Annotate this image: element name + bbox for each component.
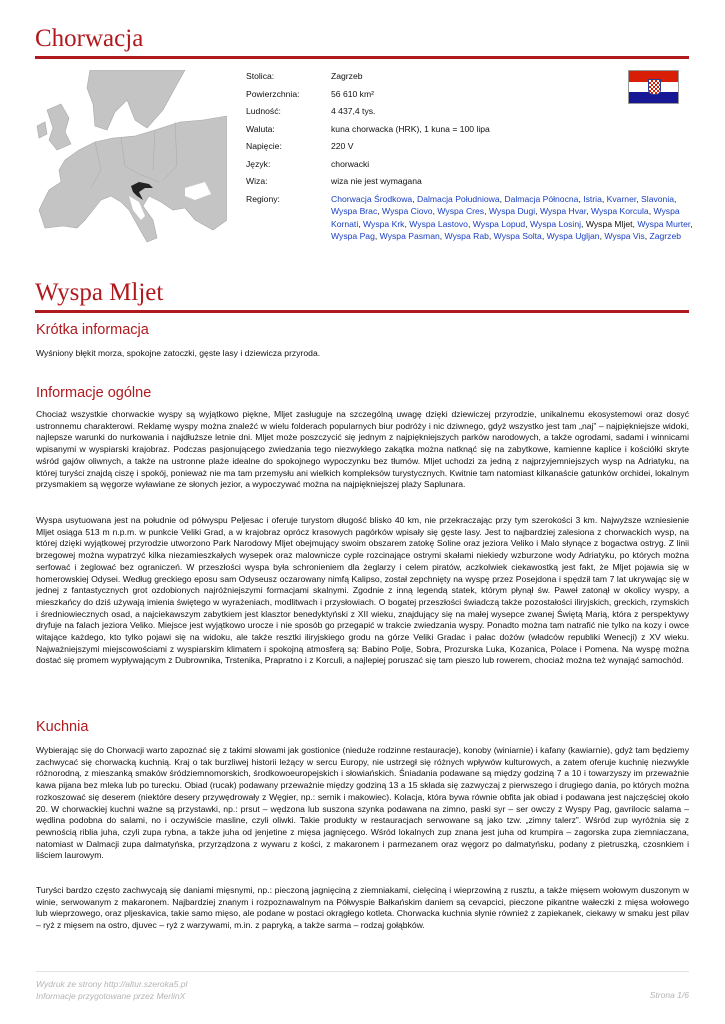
fact-row-regions — [246, 194, 696, 243]
short-info-heading: Krótka informacja — [36, 322, 149, 338]
region-link[interactable]: Wyspa Hvar — [539, 206, 587, 216]
fact-label: Waluta: — [246, 123, 275, 134]
fact-label: Regiony: — [246, 193, 280, 204]
fact-value: 56 610 km² — [331, 88, 374, 99]
region-link: Wyspa Mljet — [585, 218, 633, 229]
fact-value: Zagrzeb — [331, 71, 363, 81]
footer-divider — [36, 971, 689, 972]
fact-row-visa — [246, 176, 696, 194]
fact-value: 4 437,4 tys. — [331, 106, 376, 116]
fact-row-currency — [246, 124, 696, 142]
region-link[interactable]: Wyspa Dugi — [488, 206, 536, 216]
country-title: Chorwacja — [35, 25, 144, 52]
region-link[interactable]: Wyspa Lastovo — [409, 218, 468, 229]
fact-value: chorwacki — [331, 158, 370, 169]
region-link[interactable]: Wyspa Ugljan — [546, 231, 600, 241]
region-link[interactable]: Wyspa Vis — [604, 231, 645, 241]
region-link[interactable]: Wyspa Korcula — [590, 206, 649, 216]
destination-divider — [35, 310, 689, 313]
footer-source — [36, 978, 187, 1002]
region-link[interactable]: Kvarner — [606, 193, 637, 204]
region-link[interactable]: Slavonia — [641, 193, 675, 204]
region-link[interactable]: Wyspa Kornati — [331, 206, 680, 229]
cuisine-paragraph: Wybierając się do Chorwacji warto zapoznać się z takimi słowami jak gostionice (nieduże rodzinne restauracje), konoby (winiarnie) i kafany (kawiarnie), gdyż tam będziemy zachwycać się chorwacką kuchnią. Kraj o tak burzliwej historii leżący w sercu Europy, nie ustrzegł się różnych wpływów kulturowych, a zatem oferuje kuchnię niezwykle różnorodną, z mieszanką smaków śródziemnomorskich, środkowoeuropejskich i słowiańskich. Śniadania podawane są między godziną 7 a 10 i towarzyszy im przeważnie kawa pijana bez mleka lub po turecku. Obiad (rucak) podawany przeważnie między godziną 13 a 15 składa się zazwyczaj z pierwszego i drugiego dania, po których można rozkoszować się deserem (niektóre desery przywędrowały z Węgier, np.: sernik i makowiec). Kolacja, która bywa równie obfita jak obiad i podawana jest najczęściej około 20. W chorwackiej kuchni ważne są przystawki, np.: prsut – wędzona lub suszona szynka podawana na zimno, paski syr – ser owczy z Wyspy Pag, gavrilocic salama – wędlina podobna do salami, no i oczywiście masline, czyli oliwki. Takie produkty w restauracjach serwowane są jako tzw. „zimny talerz”. Wśród zup wyróżnia się z pewnością riblia juha, czyli zupa rybna, a także juha od jenjetine z mięsa jagnięcego. Wśród lokalnych zup znana jest juha od krumpira – zagorska zupa ziemniaczana, natomiast w Dalmacji zupa dalmatyńska, przyrządzona z wywaru z kości, z makaronem i parmezanem oraz węgorz po dalmatyńsku, podany z pietruszką, czosnkiem i liściem laurowym. — [36, 745, 689, 861]
region-link[interactable]: Wyspa Brac — [331, 206, 378, 216]
footer-page-number: Strona 1/6 — [649, 990, 689, 1000]
fact-row-voltage — [246, 141, 696, 159]
general-info-paragraph: Wyspa usytuowana jest na południe od półwyspu Peljesac i oferuje turystom długość blisko 40 km, nie przekraczając przy tym szerokości 3 km. Najwyższe wzniesienie Mljet osiąga 513 m n.p.m. w punkcie Veliki Grad, a w krajobraz oprócz krasowych pagórków wpisały się gęste lasy. Jest to najbardziej zalesiona z chorwackich wysp, na której dzięki wyjątkowej przyrodzie utworzono Park Narodowy Mljet obejmujący swoim obszarem zatokę Soline oraz jeziora Veliko i Malo słynące z bogactwa ostryg. Z linii brzegowej można wypatrzyć kilka niezamieszkałych wysepek oraz malownicze cyple rozcinające ostrymi skałami niekiedy wzburzone wody Adriatyku, po których można serfować i żeglować bez ograniczeń. W przeszłości wyspa była schronieniem dla żeglarzy i celem piratów, aczkolwiek ciekawostką jest fakt, że Mljet pojawia się w homerowskiej Odysei. Według greckiego eposu sam Odyseusz oczarowany nimfą Kalipso, został zepchnięty na wyspę przez Posejdona i spędził tam 7 lat ukrywając się w jednej z fantastycznych grot ozdobionych najróżniejszymi formacjami skalnymi. Zgodnie z inną legendą statek, którym płynął św. Paweł zatonął w okolicy wyspy, a mieszkańcy do dziś używają imienia świętego w wyrażeniach, modlitwach i przysłowiach. O bogatej przeszłości świadczą także pozostałości iliryjskich, greckich, rzymskich i średniowiecznych osad, a najciekawszym zabytkiem jest klasztor benedyktyński z XII wieku, znajdujący się na małej wysepce zwanej Świętą Marią, która z perspektywy dryfuje na falach jeziora Veliko. Miejsce jest wyjątkowo urocze i nie sposób go przegapić w trakcie zwiedzania wyspy. Ponadto można tam natrafić nie tylko na kozy i owce witające każdego, kto tylko pojawi się na widoku, ale także resztki iliryjskiego grodu na górze Veliki Gradac i pałac dożów (władców republiki Wenecji) z XV wieku. Najważniejszymi miejscowościami z wyspiarskim klimatem i spokojną atmosferą są: Babino Polje, Sobra, Prozurska Luka, Kozanica, Polace i Pomena. Na wyspę można dostać się promem wypływającym z Dubrownika, Trstenika, Prapratno i z Korculi, a najlepiej poruszać się tam pieszo lub rowerem, chociaż można też wynająć samochód. — [36, 515, 689, 666]
region-link[interactable]: Dalmacja Północna — [504, 193, 579, 204]
fact-label: Ludność: — [246, 106, 281, 116]
general-info-heading: Informacje ogólne — [36, 385, 152, 401]
croatia-flag-icon — [628, 70, 679, 104]
destination-title: Wyspa Mljet — [35, 279, 164, 306]
fact-label: Napięcie: — [246, 141, 282, 151]
title-divider — [35, 56, 689, 59]
region-link[interactable]: Wyspa Lopud — [472, 218, 526, 229]
fact-row-language — [246, 159, 696, 177]
region-link[interactable]: Wyspa Pag — [331, 231, 375, 241]
short-info-text: Wyśniony błękit morza, spokojne zatoczki, gęste lasy i dziewicza przyroda. — [36, 348, 321, 358]
region-link[interactable]: Wyspa Cres — [437, 206, 485, 216]
fact-value: kuna chorwacka (HRK), 1 kuna = 100 lipa — [331, 123, 490, 134]
regions-list: Chorwacja Środkowa, Dalmacja Południowa, Dalmacja Północna, Istria, Kvarner, Slavonia, Wyspa Brac, Wyspa Ciovo, Wyspa Cres, Wyspa Dugi, Wyspa Hvar, Wyspa Korcula, Wyspa Kornati, Wyspa Krk, Wyspa Lastovo, Wyspa Lopud, Wyspa Losinj, Wyspa Mljet, Wyspa Murter, Wyspa Pag, Wyspa Pasman, Wyspa Rab, Wyspa Solta, Wyspa Ugljan, Wyspa Vis, Zagrzeb — [331, 193, 693, 241]
region-link[interactable]: Wyspa Ciovo — [382, 206, 433, 216]
region-link[interactable]: Istria — [583, 193, 602, 204]
region-link[interactable]: Wyspa Murter — [637, 218, 691, 229]
footer-source-url: Wydruk ze strony http://altur.szeroka5.pl — [36, 979, 188, 989]
region-link[interactable]: Wyspa Rab — [444, 231, 489, 241]
fact-row-population — [246, 106, 696, 124]
region-link[interactable]: Wyspa Losinj — [530, 218, 582, 229]
fact-label: Stolica: — [246, 71, 275, 81]
region-link[interactable]: Wyspa Pasman — [379, 231, 440, 241]
region-link[interactable]: Dalmacja Południowa — [416, 193, 500, 204]
cuisine-heading: Kuchnia — [36, 719, 89, 735]
fact-value: 220 V — [331, 141, 354, 151]
fact-label: Język: — [246, 158, 271, 169]
fact-label: Powierzchnia: — [246, 88, 300, 99]
region-link[interactable]: Zagrzeb — [649, 231, 682, 241]
region-link[interactable]: Chorwacja Środkowa — [331, 193, 413, 204]
region-link[interactable]: Wyspa Solta — [493, 231, 542, 241]
fact-value: wiza nie jest wymagana — [331, 176, 422, 186]
europe-locator-map — [35, 70, 227, 262]
general-info-paragraph: Chociaż wszystkie chorwackie wyspy są wyjątkowo piękne, Mljet zasługuje na szczególną uwagę dzięki dziewiczej przyrodzie, unikalnemu ekosystemowi oraz dosyć ustronnemu charakterowi. Reklamę wyspy można znaleźć w wielu folderach popularnych biur podróży i nic dziwnego, gdyż wszystko jest tam „naj” – najpiękniejsze widoki, najlepsze warunki do nurkowania i najdłuższe letnie dni. Mljet może poszczycić się jednym z najpiękniejszych parków narodowych, a także ogrodami, sadami i winnicami wpisanymi w wyspiarski krajobraz. Podczas pasjonującego zwiedzania tego niezwykłego zakątka można natknąć się na zabytkowe, kamienne kaplice i kościółki skryte wśród gajów oliwnych, a także na ustronne plaże idealne do spokojnego wypoczynku bez tłumów. Mljet uchodzi za jedną z najprzyjemniejszych wysp na Adriatyku, na której turyści znajdą ciszę i spokój, ponieważ nie ma tam przemysłu ani wielkich kompleksów turystycznych. Kwitnie tam natomiast kilkanaście gatunków orchidei, lokalnym przysmakiem są węgorze wyławiane ze słonych jezior, a wypoczywać można na najpiękniejszej plaży Saplunara. — [36, 409, 689, 490]
fact-label: Wiza: — [246, 176, 268, 186]
cuisine-paragraph: Turyści bardzo często zachwycają się daniami mięsnymi, np.: pieczoną jagnięciną z ziemniakami, cielęciną i wieprzowiną z rusztu, a także mięsem wołowym duszonym w winie, serwowanym z makaronem. Najbardziej znanym i rozpoznawalnym na Półwyspie Bałkańskim daniem są cevapcici, pieczone pikantne wałeczki z mięsa wołowego lub wieprzowego, oraz pljeskavica, takie samo mięso, ale podane w postaci okrągłego kotleta. Chorwacka kuchnia słynie również z zapiekanek, ciekawy w smaku jest pilav – ryż z mięsem na ostro, djuvec – ryż z warzywami, m.in. z papryką, a także sarma – rodzaj gołąbków. — [36, 885, 689, 931]
footer-note: Informacje przygotowane przez MerlinX — [36, 991, 186, 1001]
region-link[interactable]: Wyspa Krk — [363, 218, 405, 229]
